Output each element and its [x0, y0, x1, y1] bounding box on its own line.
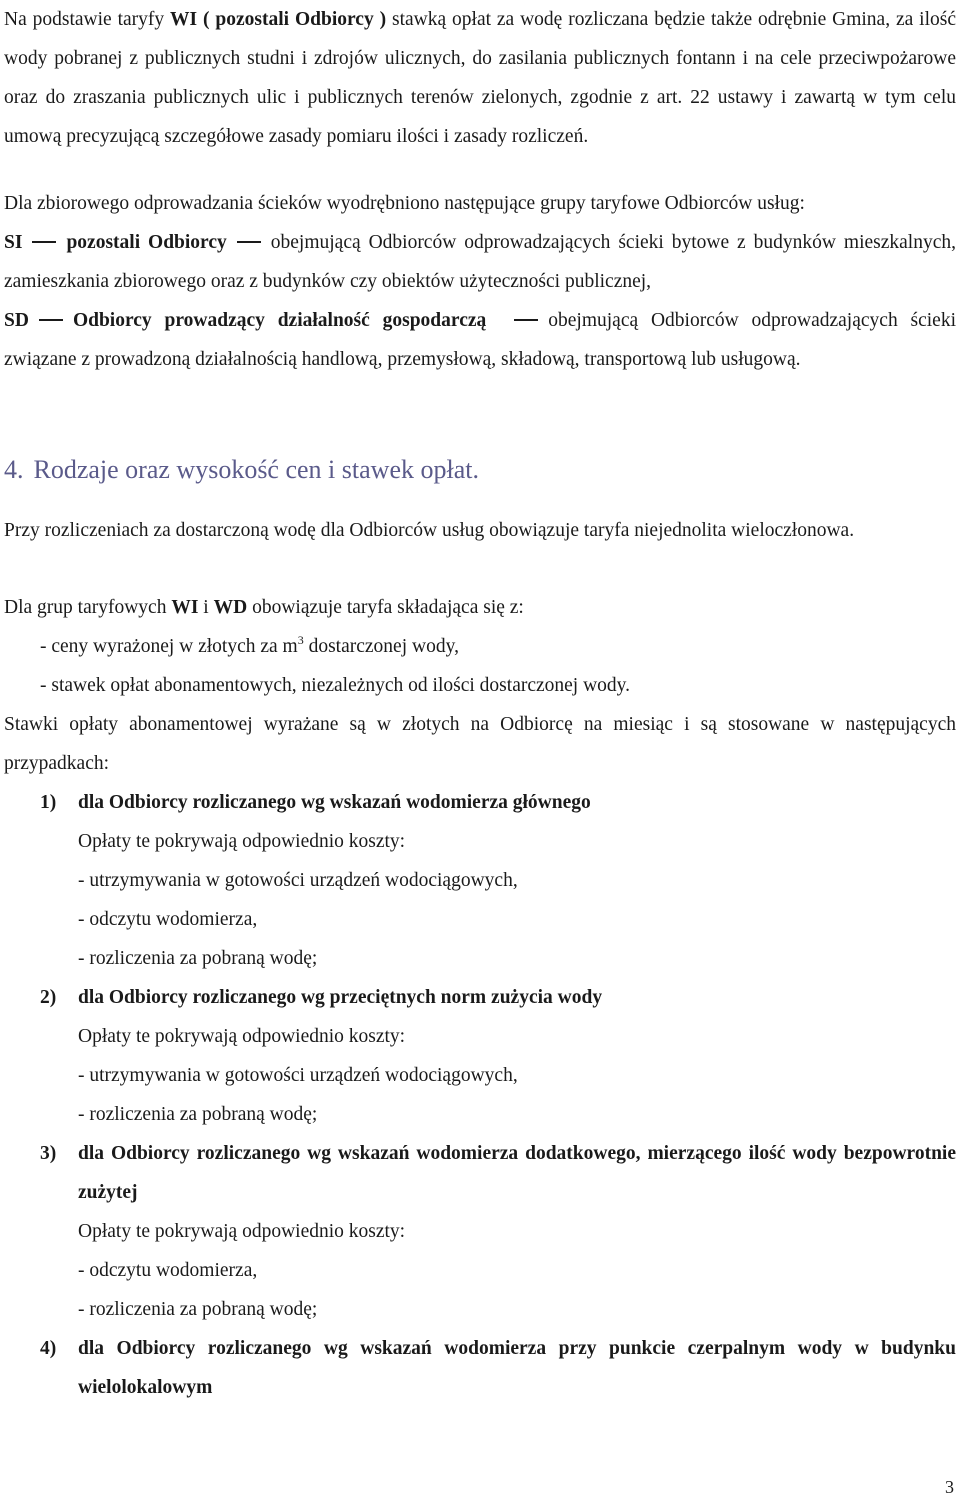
- case-subtitle: Opłaty te pokrywają odpowiednio koszty:: [78, 1221, 406, 1242]
- text-fragment: - ceny wyrażonej w złotych za m: [40, 636, 298, 657]
- tariff-component-fee: - stawek opłat abonamentowych, niezależnych od ilości dostarczonej wody.: [40, 675, 631, 696]
- group-name-si: pozostali Odbiorcy: [66, 232, 227, 253]
- case-title: dla Odbiorcy rozliczanego wg wskazań wodomierza głównego: [78, 792, 591, 813]
- superscript: 3: [297, 633, 304, 647]
- group-name-sd: Odbiorcy prowadzący działalność gospodarczą: [72, 310, 487, 331]
- page-number: 3: [945, 1477, 954, 1497]
- cases-list: [40, 783, 956, 1407]
- text-fragment: obowiązuje taryfa składająca się z:: [247, 597, 524, 618]
- list-marker: 2): [40, 987, 57, 1008]
- case-title: dla Odbiorcy rozliczanego wg przeciętnych norm zużycia wody: [78, 987, 603, 1008]
- list-item: [40, 978, 956, 1134]
- tariff-components-intro: [4, 588, 956, 627]
- paragraph-gmina: [4, 0, 956, 156]
- sewage-groups-section: [4, 184, 956, 379]
- section-heading: [4, 448, 479, 492]
- tariff-group-wi: WI ( pozostali Odbiorcy ): [170, 9, 387, 30]
- cost-item: - odczytu wodomierza,: [78, 1260, 258, 1281]
- case-title: dla Odbiorcy rozliczanego wg wskazań wodomierza przy punkcie czerpalnym wody w budynku wielolokalowym: [78, 1338, 956, 1398]
- group-code-sd: SD: [4, 310, 29, 331]
- text-fragment: i: [198, 597, 214, 618]
- dash-separator: [514, 319, 538, 321]
- text-fragment: dostarczonej wody,: [303, 636, 459, 657]
- list-marker: 4): [40, 1338, 57, 1359]
- cost-item: - odczytu wodomierza,: [78, 909, 258, 930]
- paragraph-gmina-post: stawką opłat za wodę rozliczana będzie także odrębnie Gmina, za ilość wody pobranej z publicznych studni i zdrojów ulicznych, do zasilania publicznych fontann i na cele przeciwpożarowe oraz do zraszania publicznych ulic i publicznych terenów zielonych, zgodnie z art. 22 ustawy i zawartą w tym celu umową precyzującą szczegółowe zasady pomiaru ilości i zasady rozliczeń.: [4, 9, 956, 147]
- sewage-group-si: [4, 223, 956, 301]
- list-marker: 3): [40, 1143, 57, 1164]
- section-number: 4.: [4, 455, 24, 484]
- list-item: [40, 1329, 956, 1407]
- list-item: [40, 1134, 956, 1329]
- group-code-si: SI: [4, 232, 23, 253]
- cost-item: - rozliczenia za pobraną wodę;: [78, 1299, 318, 1320]
- text-fragment: Dla grup taryfowych: [4, 597, 172, 618]
- section-title: Rodzaje oraz wysokość cen i stawek opłat.: [33, 455, 479, 484]
- tariff-group-wi: WI: [171, 597, 199, 618]
- case-title: dla Odbiorcy rozliczanego wg wskazań wodomierza dodatkowego, mierzącego ilość wody bezpowrotnie zużytej: [78, 1143, 956, 1203]
- cost-item: - utrzymywania w gotowości urządzeń wodociągowych,: [78, 1065, 518, 1086]
- cost-item: - rozliczenia za pobraną wodę;: [78, 1104, 318, 1125]
- list-item: [40, 783, 956, 978]
- tariff-group-wd: WD: [213, 597, 248, 618]
- case-subtitle: Opłaty te pokrywają odpowiednio koszty:: [78, 831, 406, 852]
- list-marker: 1): [40, 792, 57, 813]
- group-desc-sd: obejmującą Odbiorców odprowadzających ścieki związane z prowadzoną działalnością handlową, przemysłową, składową, transportową lub usługową.: [4, 310, 956, 370]
- paragraph-gmina-pre: Na podstawie taryfy: [4, 9, 171, 30]
- tariff-component-price: [4, 627, 956, 666]
- case-subtitle: Opłaty te pokrywają odpowiednio koszty:: [78, 1026, 406, 1047]
- paragraph-tariff-type: Przy rozliczeniach za dostarczoną wodę dla Odbiorców usług obowiązuje taryfa niejednolita wieloczłonowa.: [4, 520, 855, 541]
- dash-separator: [32, 241, 56, 243]
- sewage-groups-intro: Dla zbiorowego odprowadzania ścieków wyodrębniono następujące grupy taryfowe Odbiorców usług:: [4, 193, 805, 214]
- paragraph-subscription: Stawki opłaty abonamentowej wyrażane są w złotych na Odbiorcę na miesiąc i są stosowane w następujących przypadkach:: [4, 714, 956, 774]
- dash-separator: [39, 319, 63, 321]
- group-desc-si: obejmującą Odbiorców odprowadzających ścieki bytowe z budynków mieszkalnych, zamieszkania zbiorowego oraz z budynków czy obiektów użyteczności publicznej,: [4, 232, 956, 292]
- sewage-group-sd: [4, 301, 956, 379]
- dash-separator: [237, 241, 261, 243]
- cost-item: - utrzymywania w gotowości urządzeń wodociągowych,: [78, 870, 518, 891]
- cost-item: - rozliczenia za pobraną wodę;: [78, 948, 318, 969]
- tariff-components: [4, 588, 956, 705]
